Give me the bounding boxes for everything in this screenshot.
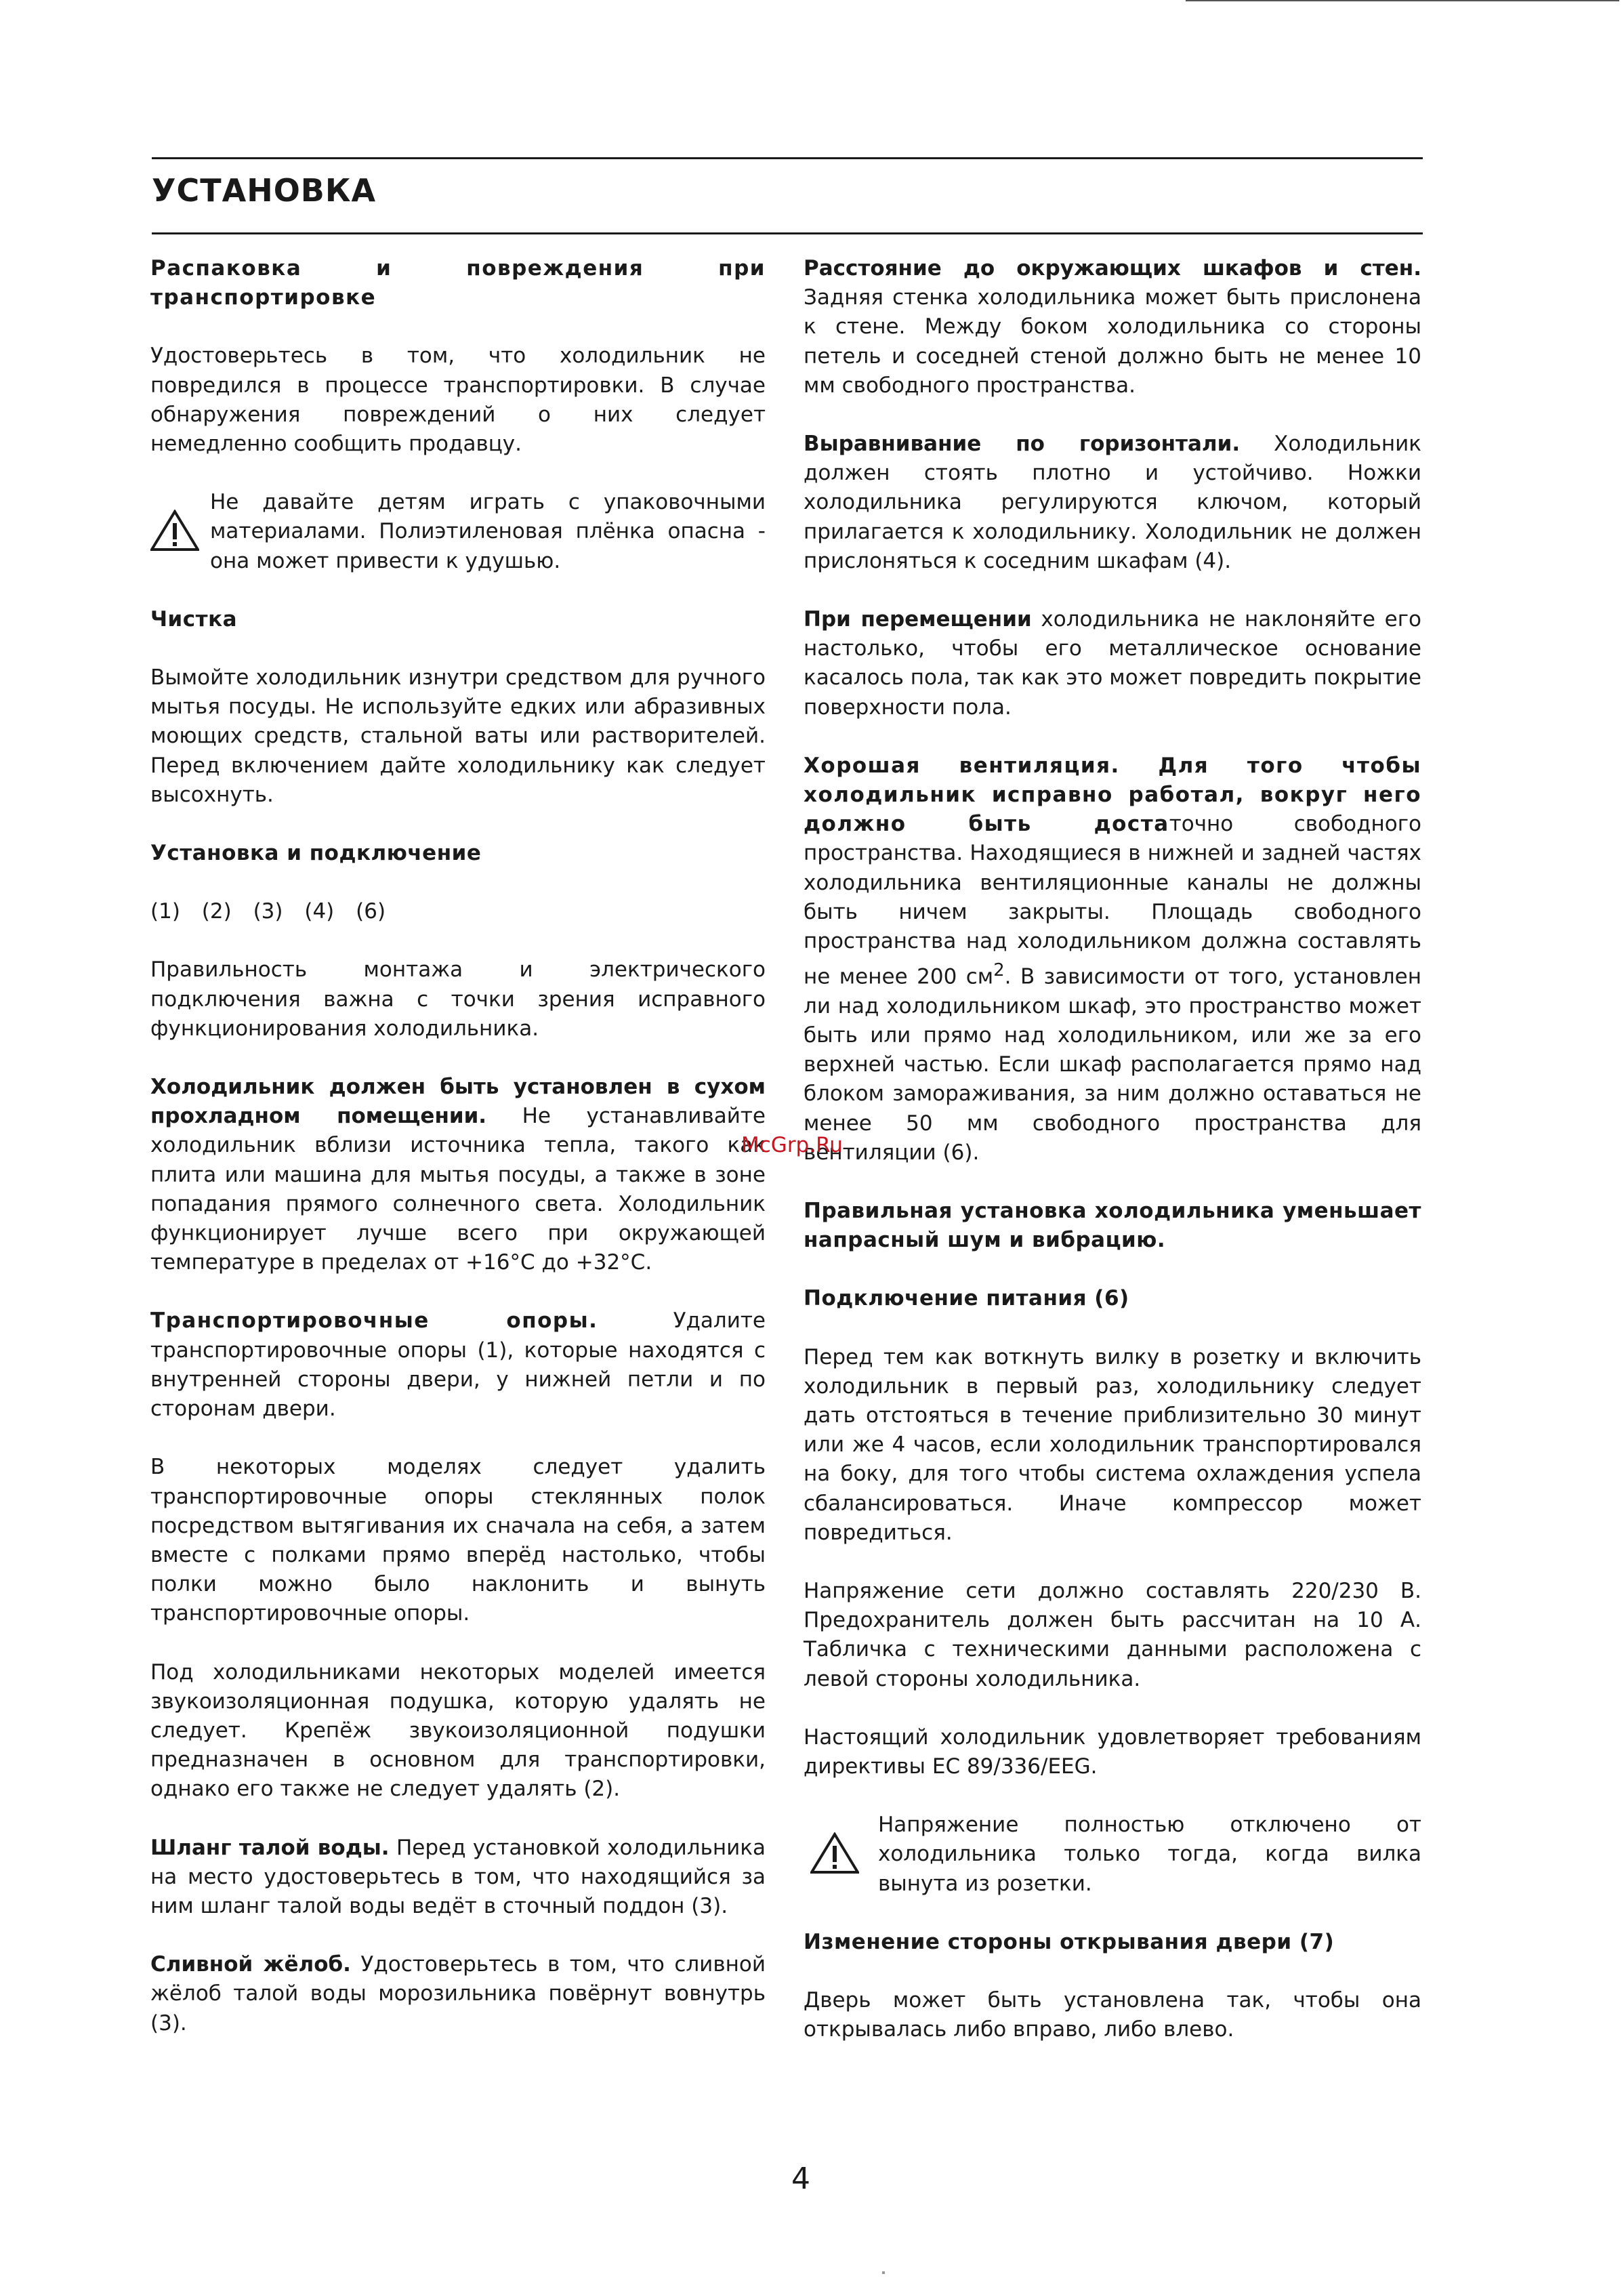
distance-bold: Расстояние до окружающих шкафов и стен. — [804, 256, 1421, 281]
right-column — [804, 254, 1421, 2073]
supports-paragraph — [150, 1306, 766, 1424]
ventilation-sup: 2 — [993, 960, 1005, 981]
shelves-text: В некоторых моделях следует удалить транспортировочные опоры стеклянных полок посредством вытягивания их сначала на себя, а затем вместе с полками прямо вперёд настолько, чтобы полки можно было наклонить и вынуть транспортировочные опоры. — [150, 1455, 766, 1626]
location-paragraph — [150, 1073, 766, 1277]
figure-ref: (2) — [201, 899, 232, 924]
power-heading: Подключение питания (6) — [804, 1286, 1129, 1311]
noise-heading: Правильная установка холодильника уменьшает напрасный шум и вибрацию. — [804, 1199, 1421, 1253]
scan-top-line — [1186, 0, 1619, 1]
cushion-text: Под холодильниками некоторых моделей имеется звукоизоляционная подушка, которую удалять не следует. Крепёж звукоизоляционной подушки предназначен в основном для транспортировки, однако его также не следует удалять (2). — [150, 1659, 766, 1802]
unpacking-heading: Распаковка и повреждения при транспортировке — [150, 256, 766, 310]
moving-text: холодильника не наклоняйте его настолько, чтобы его металлическое основание касалось пола, так как это может повредить покрытие поверхности пола. — [804, 607, 1422, 720]
trough-text: Удостоверьтесь в том, что сливной жёлоб талой воды морозильника повёрнут вовнутрь (3). — [150, 1952, 766, 2036]
install-text: Правильность монтажа и электрического подключения важна с точки зрения исправного функционирования холодильника. — [150, 957, 766, 1041]
warning-power-text: Напряжение полностью отключено от холодильника только тогда, когда вилка вынута из розетки. — [878, 1813, 1421, 1896]
supports-text: Удалите транспортировочные опоры (1), которые находятся с внутренней стороны двери, у нижней петли и по сторонам двери. — [150, 1308, 766, 1422]
hose-text: Перед установкой холодильника на место удостоверьтесь в том, что находящийся за ним шланг талой воды ведёт в сточный поддон (3). — [150, 1835, 766, 1918]
page-number: 4 — [791, 2162, 810, 2196]
unpacking-text: Удостоверьтесь в том, что холодильник не повредился в процессе транспортировки. В случае обнаружения повреждений о них следует немедленно сообщить продавцу. — [150, 344, 766, 457]
moving-bold: При перемещении — [804, 607, 1032, 632]
figure-ref: (1) — [150, 899, 180, 924]
trough-paragraph — [150, 1950, 766, 2038]
distance-text: Задняя стенка холодильника может быть прислонена к стене. Между боком холодильника со стороны петель и соседней стеной должно быть не менее 10 мм свободного пространства. — [804, 285, 1421, 398]
moving-paragraph — [804, 605, 1421, 722]
install-heading: Установка и подключение — [150, 841, 482, 866]
header-rule-bottom — [152, 232, 1423, 234]
scan-speck — [882, 2271, 885, 2274]
directive-text: Настоящий холодильник удовлетворяет требованиям директивы ЕС 89/336/EEG. — [804, 1724, 1421, 1779]
warning-children-text: Не давайте детям играть с упаковочными материалами. Полиэтиленовая плёнка опасна - она может привести к удушью. — [210, 490, 766, 573]
watermark: McGrp.Ru — [741, 1133, 843, 1157]
page-title: УСТАНОВКА — [152, 172, 377, 209]
hose-paragraph — [150, 1834, 766, 1922]
door-text: Дверь может быть установлена так, чтобы она открывалась либо вправо, либо влево. — [804, 1988, 1421, 2042]
cleaning-heading: Чистка — [150, 606, 238, 632]
location-bold: Холодильник должен быть установлен в сухом прохладном помещении. — [150, 1075, 766, 1129]
ventilation-bold: Хорошая вентиляция. Для того чтобы холодильник исправно работал, вокруг него должно быть доста — [804, 753, 1421, 837]
distance-paragraph — [804, 254, 1421, 400]
leveling-text: Холодильник должен стоять плотно и устойчиво. Ножки холодильника регулируются ключом, который прилагается к холодильнику. Холодильник не должен прислоняться к соседним шкафам (4). — [804, 432, 1421, 573]
leveling-bold: Выравнивание по горизонтали. — [804, 432, 1241, 457]
warning-triangle-icon — [150, 510, 199, 552]
header-rule-top — [152, 157, 1423, 159]
figure-refs — [150, 897, 766, 926]
figure-ref: (4) — [304, 899, 335, 924]
figure-ref: (6) — [356, 899, 386, 924]
ventilation-text-1: точно свободного пространства. Находящиеся в нижней и задней частях холодильника вентиляционные каналы не должны быть ничем закрыты. Площадь свободного пространства над холодильником должна составлять не менее 200 см — [804, 812, 1421, 989]
ventilation-paragraph — [804, 751, 1421, 1168]
voltage-text: Напряжение сети должно составлять 220/230 В. Предохранитель должен быть рассчитан на 10 А. Табличка с техническими данными расположена с левой стороны холодильника. — [804, 1579, 1421, 1691]
location-text: Не устанавливайте холодильник вблизи источника тепла, такого как плита или машина для мытья посуды, а также в зоне попадания прямого солнечного света. Холодильник функционирует лучше всего при окружающей температуре в пределах от +16°С до +32°С. — [150, 1104, 766, 1275]
power-text: Перед тем как воткнуть вилку в розетку и включить холодильник в первый раз, холодильнику следует дать отстояться в течение приблизительно 30 минут или же 4 часов, если холодильник транспортировался на боку, для того чтобы система охлаждения успела сбалансироваться. Иначе компрессор может повредиться. — [804, 1344, 1421, 1545]
warning-power — [804, 1811, 1421, 1899]
warning-children — [150, 488, 766, 576]
cleaning-text: Вымойте холодильник изнутри средством для ручного мытья посуды. Не используйте едких или абразивных моющих средств, стальной ваты или растворителей. Перед включением дайте холодильнику как следует высохнуть. — [150, 665, 766, 807]
door-heading: Изменение стороны открывания двери (7) — [804, 1929, 1335, 1954]
warning-triangle-icon — [810, 1832, 859, 1874]
ventilation-text-2: . В зависимости от того, установлен ли над холодильником шкаф, это пространство может быть или прямо над холодильником, или же за его верхней частью. Если шкаф располагается прямо над блоком замораживания, за ним должно оставаться не менее 50 мм свободного пространства для вентиляции (6). — [804, 964, 1422, 1165]
trough-bold: Сливной жёлоб. — [150, 1952, 351, 1977]
hose-bold: Шланг талой воды. — [150, 1835, 390, 1860]
supports-bold: Транспортировочные опоры. — [150, 1308, 598, 1334]
leveling-paragraph — [804, 430, 1421, 576]
figure-ref: (3) — [253, 899, 283, 924]
left-column — [150, 254, 766, 2067]
